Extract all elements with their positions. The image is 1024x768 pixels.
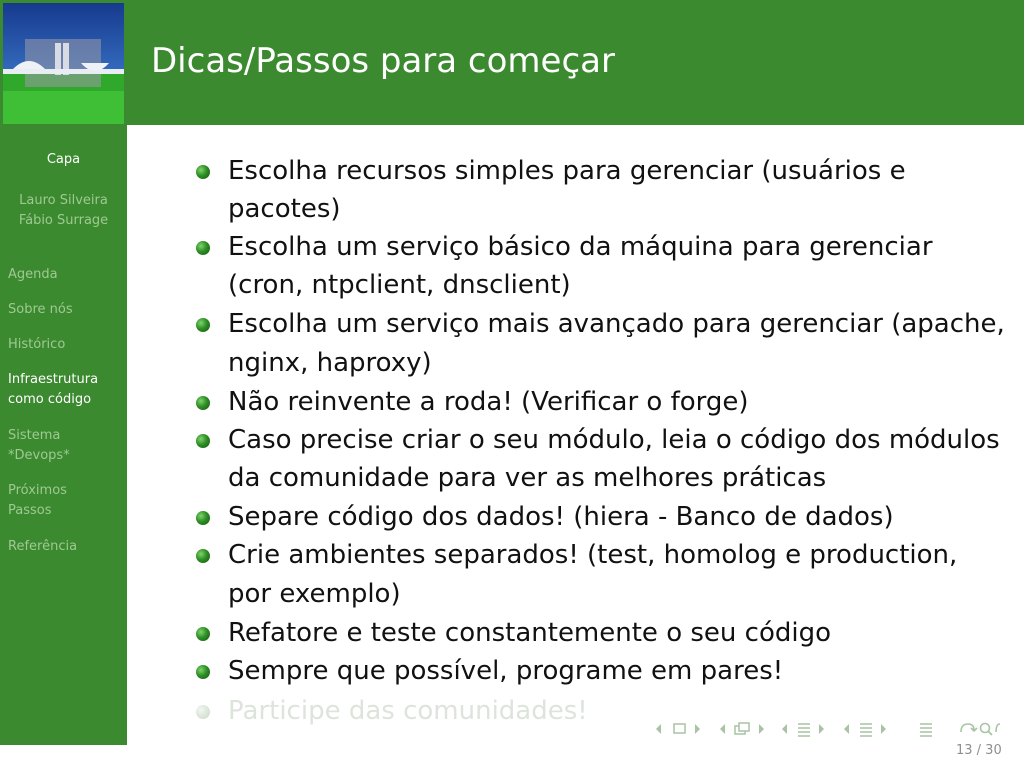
- navigation-bar: [654, 719, 1024, 743]
- sidebar: [0, 125, 127, 745]
- sidebar-author[interactable]: Lauro Silveira: [19, 193, 108, 208]
- list-item: pacotes): [228, 194, 341, 224]
- sidebar-item-proximos-passos[interactable]: Próximos: [8, 483, 67, 498]
- sidebar-item-sistema-devops[interactable]: Sistema: [8, 428, 61, 443]
- sidebar-item-infraestrutura[interactable]: como código: [8, 392, 92, 407]
- list-item: nginx, haproxy): [228, 348, 432, 378]
- bullet-icon: [196, 396, 210, 410]
- bullet-icon: [196, 705, 210, 719]
- header-bar: [0, 0, 1024, 125]
- sidebar-author[interactable]: Fábio Surrage: [18, 213, 109, 228]
- sidebar-item-agenda[interactable]: Agenda: [8, 267, 58, 282]
- section-icon[interactable]: [794, 719, 814, 739]
- search-icon[interactable]: [958, 719, 1002, 739]
- bullet-icon: [196, 434, 210, 448]
- bullet-icon: [196, 549, 210, 563]
- slide-title: Dicas/Passos para começar: [151, 41, 615, 81]
- bullet-icon: [196, 511, 210, 525]
- sidebar-item-historico[interactable]: Histórico: [8, 337, 66, 352]
- list-item: Escolha recursos simples para gerenciar (usuários e: [228, 156, 906, 186]
- bullet-icon: [196, 165, 210, 179]
- subsection-icon[interactable]: [732, 719, 754, 739]
- list-item: Escolha um serviço mais avançado para gerenciar (apache,: [228, 309, 1005, 339]
- list-item: Separe código dos dados! (hiera - Banco de dados): [228, 502, 894, 532]
- congress-logo-icon: [3, 3, 124, 124]
- section-next-icon[interactable]: [816, 719, 826, 739]
- list-item: por exemplo): [228, 579, 401, 609]
- list-item: Participe das comunidades!: [228, 696, 588, 726]
- bullet-icon: [196, 241, 210, 255]
- sidebar-title-link[interactable]: Capa: [46, 152, 81, 167]
- subsection-next-icon[interactable]: [756, 719, 766, 739]
- sidebar-item-sobre-nos[interactable]: Sobre nós: [8, 302, 73, 317]
- slide-next-icon[interactable]: [878, 719, 888, 739]
- slide-prev-icon[interactable]: [842, 719, 852, 739]
- frame-icon[interactable]: [670, 719, 690, 739]
- page-number: 13 / 30: [956, 743, 1002, 758]
- sidebar-item-proximos-passos[interactable]: Passos: [8, 503, 52, 518]
- list-item: Sempre que possível, programe em pares!: [228, 656, 784, 686]
- list-item: Crie ambientes separados! (test, homolog e production,: [228, 540, 958, 570]
- subsection-prev-icon[interactable]: [718, 719, 728, 739]
- list-item: (cron, ntpclient, dnsclient): [228, 270, 571, 300]
- bullet-icon: [196, 665, 210, 679]
- list-item: Escolha um serviço básico da máquina para gerenciar: [228, 232, 933, 262]
- sidebar-item-sistema-devops[interactable]: *Devops*: [8, 448, 70, 463]
- sidebar-item-referencia[interactable]: Referência: [8, 539, 78, 554]
- list-item: Caso precise criar o seu módulo, leia o código dos módulos: [228, 425, 1000, 455]
- list-item: Não reinvente a roda! (Verificar o forge): [228, 387, 749, 417]
- frame-next-icon[interactable]: [692, 719, 702, 739]
- frame-prev-icon[interactable]: [654, 719, 664, 739]
- bullet-icon: [196, 318, 210, 332]
- outline-icon[interactable]: [916, 719, 936, 739]
- slide-icon[interactable]: [856, 719, 876, 739]
- bullet-icon: [196, 627, 210, 641]
- list-item: Refatore e teste constantemente o seu código: [228, 618, 831, 648]
- sidebar-item-infraestrutura[interactable]: Infraestrutura: [8, 372, 99, 387]
- section-prev-icon[interactable]: [780, 719, 790, 739]
- list-item: da comunidade para ver as melhores práticas: [228, 463, 827, 493]
